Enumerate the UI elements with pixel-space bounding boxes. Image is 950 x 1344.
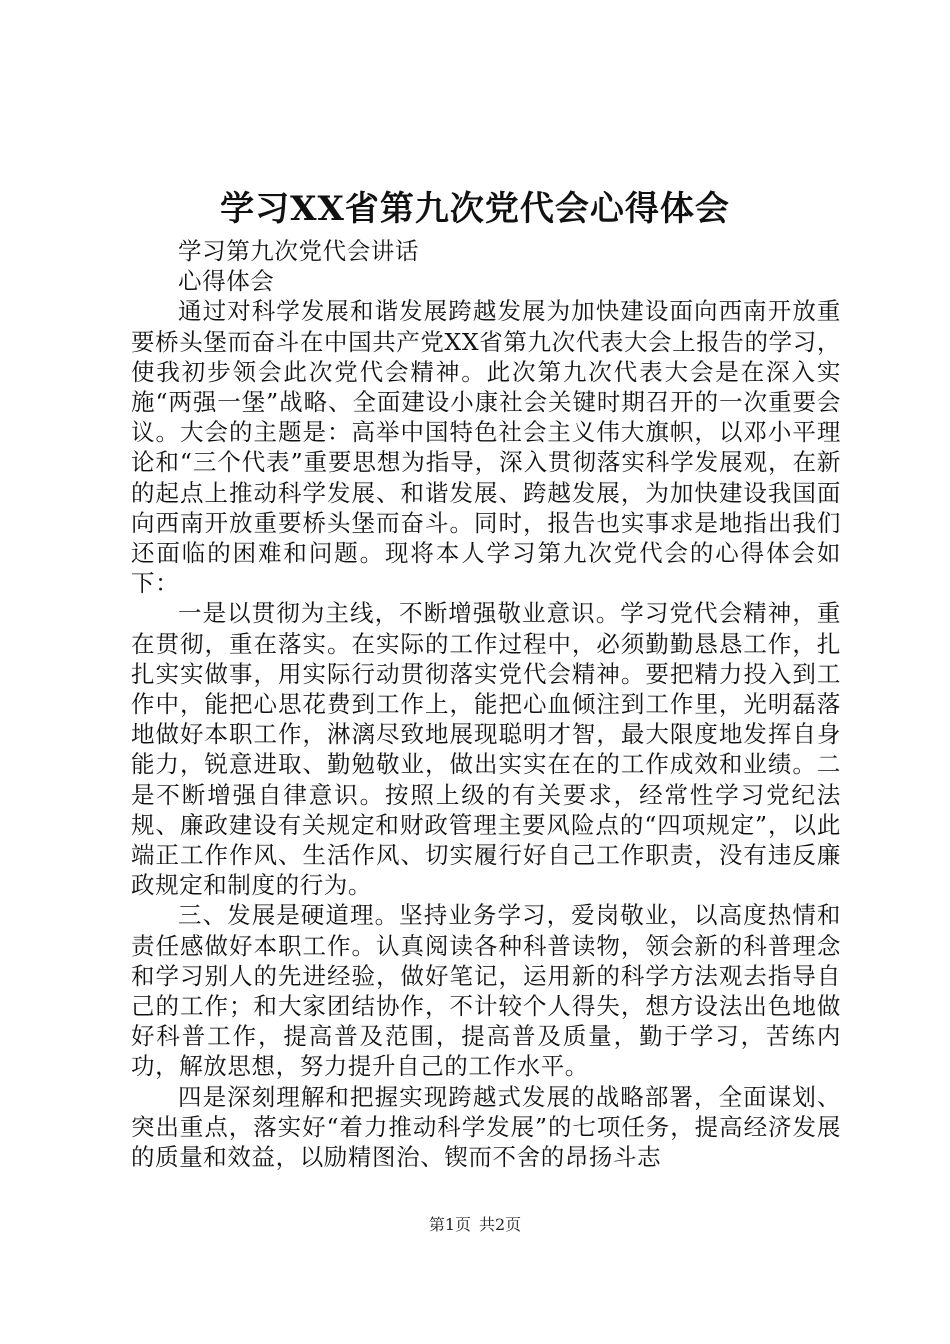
page-footer — [0, 1213, 950, 1237]
paragraph-point-three: 三、发展是硬道理。坚持业务学习，爱岗敬业，以高度热情和责任感做好本职工作。认真阅读各种科普读物，领会新的科普理念和学习别人的先进经验，做好笔记，运用新的科学方法观去指导自己的工作；和大家团结协作，不计较个人得失，想方设法出色地做好科普工作，提高普及范围，提高普及质量，勤于学习，苦练内功，解放思想，努力提升自己的工作水平。 — [131, 901, 841, 1081]
subtitle-line-2: 心得体会 — [178, 267, 275, 296]
document-title: 学习XX省第九次党代会心得体会 — [220, 189, 730, 229]
paragraph-point-four: 四是深刻理解和把握实现跨越式发展的战略部署，全面谋划、突出重点，落实好“着力推动科学发展”的七项任务，提高经济发展的质量和效益，以励精图治、锲而不舍的昂扬斗志 — [131, 1082, 841, 1172]
paragraph-point-one-two: 一是以贯彻为主线，不断增强敬业意识。学习党代会精神，重在贯彻，重在落实。在实际的工作过程中，必须勤勤恳恳工作，扎扎实实做事，用实际行动贯彻落实党代会精神。要把精力投入到工作中，能把心思花费到工作上，能把心血倾注到工作里，光明磊落地做好本职工作，淋漓尽致地展现聪明才智，最大限度地发挥自身能力，锐意进取、勤勉敬业，做出实实在在的工作成效和业绩。二是不断增强自律意识。按照上级的有关要求，经常性学习党纪法规、廉政建设有关规定和财政管理主要风险点的“四项规定”，以此端正工作作风、生活作风、切实履行好自己工作职责，没有违反廉政规定和制度的行为。 — [131, 599, 841, 900]
document-body — [131, 236, 841, 1172]
paragraph-intro: 通过对科学发展和谐发展跨越发展为加快建设面向西南开放重要桥头堡而奋斗在中国共产党XX省第九次代表大会上报告的学习，使我初步领会此次党代会精神。此次第九次代表大会是在深入实施“两强一堡”战略、全面建设小康社会关键时期召开的一次重要会议。大会的主题是：高举中国特色社会主义伟大旗帜，以邓小平理论和“三个代表”重要思想为指导，深入贯彻落实科学发展观，在新的起点上推动科学发展、和谐发展、跨越发展，为加快建设我国面向西南开放重要桥头堡而奋斗。同时，报告也实事求是地指出我们还面临的困难和问题。现将本人学习第九次党代会的心得体会如下： — [131, 297, 841, 598]
subtitle-line-1: 学习第九次党代会讲话 — [178, 237, 419, 265]
page-number: 第1页 — [428, 1215, 471, 1234]
page-total: 共2页 — [479, 1215, 522, 1234]
